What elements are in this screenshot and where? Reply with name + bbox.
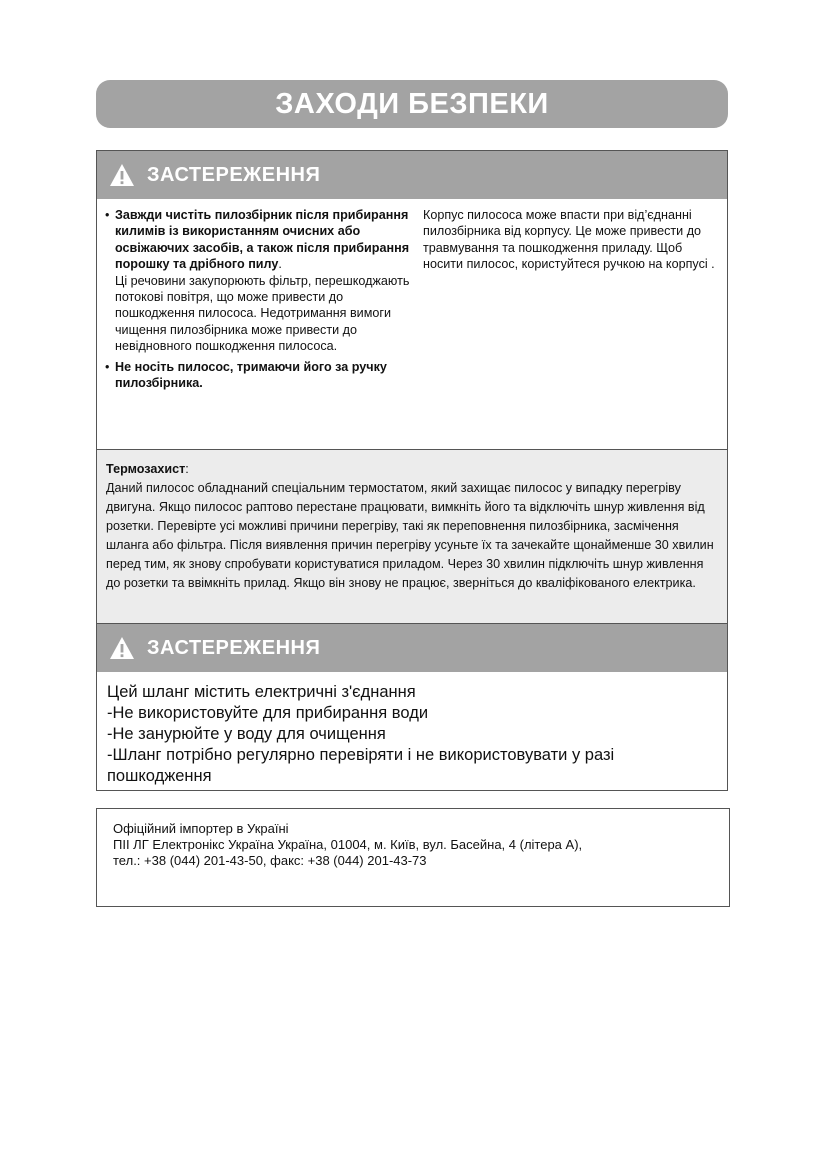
thermal-heading: Термозахист: [106, 462, 186, 476]
bullet-dot: •: [105, 359, 110, 374]
hose-line-3: -Не занурюйте у воду для очищення: [107, 725, 386, 743]
bullet-no-carry-by-dustbin: [105, 359, 415, 392]
hose-warning-text: [97, 672, 727, 787]
hose-line-5: пошкодження: [107, 767, 212, 785]
importer-info-box: [96, 808, 730, 907]
caution-right-column: [423, 207, 723, 273]
page-title: [96, 80, 728, 128]
body-may-fall-text: Корпус пилососа може впасти при від’єднанні пилозбірника від корпусу. Це може привести до травмування та пошкодження приладу. Щоб носити пилосос, користуйтеся ручкою на корпусі .: [423, 208, 715, 272]
caution-block-dustbin: [96, 150, 728, 450]
caution-header-1: [97, 151, 727, 199]
page-title-text: ЗАХОДИ БЕЗПЕКИ: [275, 87, 549, 120]
bullet-dot: •: [105, 208, 110, 222]
thermal-protection-block: [96, 450, 728, 624]
hose-line-4: -Шланг потрібно регулярно перевіряти і не використовувати у разі: [107, 746, 615, 764]
caution-header-2-label: ЗАСТЕРЕЖЕННЯ: [147, 636, 321, 659]
bullet-clean-dustbin-bold: Завжди чистіть пилозбірник після прибирання килимів із використанням очисних або освіжаючих засобів, а також після прибирання порошку та дрібного пилу: [115, 208, 410, 272]
bullet-clean-dustbin: [105, 207, 415, 355]
warning-triangle-icon: [109, 636, 135, 660]
importer-line-2: ПІІ ЛГ Електронікс Україна Україна, 01004, м. Київ, вул. Басейна, 4 (літера А),: [113, 837, 583, 852]
hose-line-1: Цей шланг містить електричні з'єднання: [107, 683, 416, 701]
thermal-text: Даний пилосос обладнаний спеціальним термостатом, який захищає пилосос у випадку перегріву двигуна. Якщо пилосос раптово перестане працювати, вимкніть його та відключіть шнур живлення від розетки. Перевірте усі можливі причини перегріву, такі як переповнення пилозбірника, засмічення шланга або фільтра. Після виявлення причин перегріву усуньте їх та зачекайте щонайменше 30 хвилин перед тим, як знову спробувати користуватися приладом. Через 30 хвилин підключіть шнур живлення до розетки та ввімкніть прилад. Якщо він знову не працює, зверніться до кваліфікованого електрика.: [106, 481, 714, 590]
caution-header-1-label: ЗАСТЕРЕЖЕННЯ: [147, 163, 321, 186]
bullet-clean-dustbin-text: Ці речовини закупорюють фільтр, перешкоджають потокові повітря, що може привести до пошкодження пилососа. Недотримання вимоги чищення пилозбірника може привести до невідновного пошкодження пилососа.: [115, 273, 410, 354]
thermal-heading-colon: :: [185, 462, 189, 476]
bullet-clean-dustbin-period: .: [278, 257, 282, 272]
bullet-no-carry-text: Не носіть пилосос, тримаючи його за ручку пилозбірника.: [115, 359, 387, 391]
caution-header-2: [97, 624, 727, 672]
hose-line-2: -Не використовуйте для прибирання води: [107, 704, 429, 722]
warning-triangle-icon: [109, 163, 135, 187]
importer-line-3: тел.: +38 (044) 201-43-50, факс: +38 (044) 201-43-73: [113, 853, 427, 868]
caution-block-hose: [96, 623, 728, 791]
importer-line-1: Офіційний імпортер в Україні: [113, 821, 289, 836]
caution-left-column: [105, 207, 415, 391]
